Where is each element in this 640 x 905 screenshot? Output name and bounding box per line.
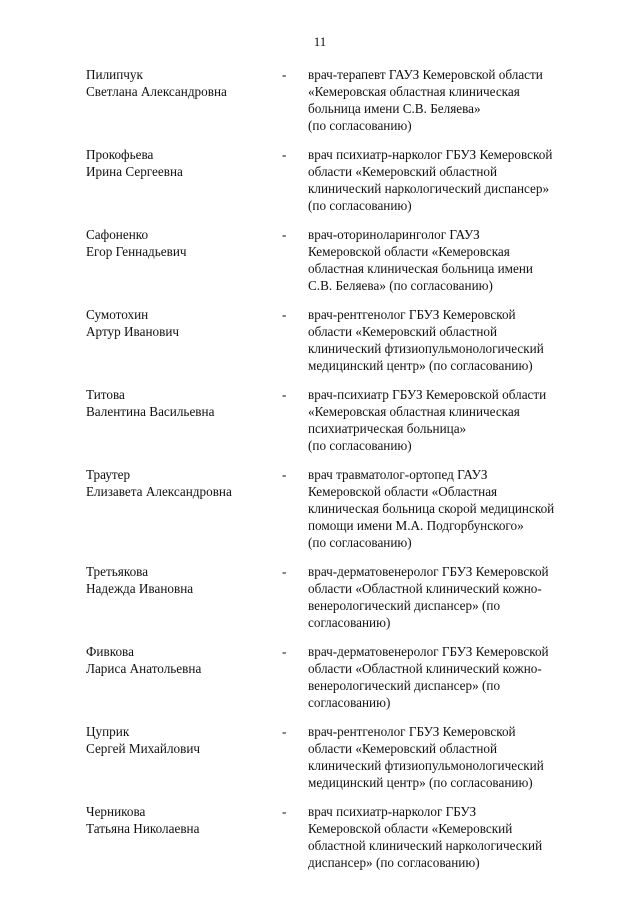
member-role	[308, 723, 600, 791]
role-line: венерологический диспансер» (по	[308, 678, 501, 693]
member-role	[308, 803, 600, 871]
member-role	[308, 66, 600, 134]
member-role	[308, 386, 600, 454]
member-name	[86, 643, 282, 711]
role-line: больница имени С.В. Беляева»	[308, 101, 481, 116]
member-name	[86, 66, 282, 134]
separator-dash: -	[282, 227, 287, 242]
member-entry	[86, 66, 606, 134]
separator-dash: -	[282, 467, 287, 482]
member-name	[86, 306, 282, 374]
member-given-names: Егор Геннадьевич	[86, 244, 187, 259]
member-name	[86, 723, 282, 791]
role-line: помощи имени М.А. Подгорбунского»	[308, 518, 524, 533]
member-surname: Черникова	[86, 804, 146, 819]
role-line: «Кемеровская областная клиническая	[308, 84, 520, 99]
role-line: области «Кемеровский областной	[308, 741, 498, 756]
role-line: С.В. Беляева» (по согласованию)	[308, 278, 493, 293]
separator-dash: -	[282, 387, 287, 402]
separator-dash: -	[282, 67, 287, 82]
member-name	[86, 226, 282, 294]
separator-dash: -	[282, 307, 287, 322]
member-entry	[86, 226, 606, 294]
role-line: области «Областной клинический кожно-	[308, 661, 542, 676]
page-number: 11	[313, 34, 327, 49]
member-entry	[86, 723, 606, 791]
member-surname: Третьякова	[86, 564, 149, 579]
role-line: врач-оториноларинголог ГАУЗ	[308, 227, 480, 242]
member-entry	[86, 466, 606, 551]
separator-dash: -	[282, 147, 287, 162]
role-line: диспансер» (по согласованию)	[308, 855, 480, 870]
role-line: врач-рентгенолог ГБУЗ Кемеровской	[308, 724, 516, 739]
member-given-names: Елизавета Александровна	[86, 484, 232, 499]
member-role	[308, 146, 600, 214]
role-line: врач психиатр-нарколог ГБУЗ Кемеровской	[308, 147, 553, 162]
member-entry	[86, 563, 606, 631]
separator-dash: -	[282, 804, 287, 819]
role-line: Кемеровской области «Кемеровская	[308, 244, 510, 259]
role-line: клинический наркологический диспансер»	[308, 181, 550, 196]
member-surname: Титова	[86, 387, 125, 402]
member-given-names: Артур Иванович	[86, 324, 180, 339]
role-line: областная клиническая больница имени	[308, 261, 533, 276]
member-role	[308, 306, 600, 374]
member-entry	[86, 643, 606, 711]
role-line: врач-дерматовенеролог ГБУЗ Кемеровской	[308, 644, 549, 659]
member-entry	[86, 803, 606, 871]
member-name	[86, 146, 282, 214]
role-line: «Кемеровская областная клиническая	[308, 404, 520, 419]
role-line: врач-рентгенолог ГБУЗ Кемеровской	[308, 307, 516, 322]
member-name	[86, 563, 282, 631]
role-line: врач-терапевт ГАУЗ Кемеровской области	[308, 67, 543, 82]
member-given-names: Лариса Анатольевна	[86, 661, 202, 676]
member-given-names: Валентина Васильевна	[86, 404, 215, 419]
member-surname: Траутер	[86, 467, 131, 482]
role-line: психиатрическая больница»	[308, 421, 467, 436]
member-name	[86, 466, 282, 551]
role-line: (по согласованию)	[308, 535, 412, 550]
member-given-names: Ирина Сергеевна	[86, 164, 183, 179]
role-line: области «Областной клинический кожно-	[308, 581, 542, 596]
member-name	[86, 386, 282, 454]
role-line: клинический фтизиопульмонологический	[308, 341, 544, 356]
separator-dash: -	[282, 644, 287, 659]
member-name	[86, 803, 282, 871]
role-line: медицинский центр» (по согласованию)	[308, 775, 533, 790]
member-entry	[86, 306, 606, 374]
role-line: согласованию)	[308, 695, 391, 710]
role-line: венерологический диспансер» (по	[308, 598, 501, 613]
role-line: области «Кемеровский областной	[308, 164, 498, 179]
role-line: области «Кемеровский областной	[308, 324, 498, 339]
role-line: областной клинический наркологический	[308, 838, 543, 853]
member-given-names: Светлана Александровна	[86, 84, 227, 99]
member-surname: Прокофьева	[86, 147, 154, 162]
role-line: врач-дерматовенеролог ГБУЗ Кемеровской	[308, 564, 549, 579]
role-line: врач травматолог-ортопед ГАУЗ	[308, 467, 488, 482]
separator-dash: -	[282, 564, 287, 579]
member-surname: Фивкова	[86, 644, 134, 659]
role-line: клиническая больница скорой медицинской	[308, 501, 555, 516]
member-given-names: Татьяна Николаевна	[86, 821, 200, 836]
member-role	[308, 226, 600, 294]
role-line: Кемеровской области «Кемеровский	[308, 821, 513, 836]
member-entry	[86, 146, 606, 214]
role-line: клинический фтизиопульмонологический	[308, 758, 544, 773]
member-entry	[86, 386, 606, 454]
member-role	[308, 563, 600, 631]
separator-dash: -	[282, 724, 287, 739]
role-line: врач-психиатр ГБУЗ Кемеровской области	[308, 387, 547, 402]
member-role	[308, 466, 600, 551]
member-surname: Сумотохин	[86, 307, 149, 322]
member-role	[308, 643, 600, 711]
member-given-names: Надежда Ивановна	[86, 581, 194, 596]
commission-member-list	[86, 66, 606, 883]
role-line: (по согласованию)	[308, 438, 412, 453]
role-line: Кемеровской области «Областная	[308, 484, 498, 499]
member-surname: Цуприк	[86, 724, 130, 739]
member-surname: Пилипчук	[86, 67, 143, 82]
member-surname: Сафоненко	[86, 227, 149, 242]
role-line: врач психиатр-нарколог ГБУЗ	[308, 804, 477, 819]
role-line: (по согласованию)	[308, 118, 412, 133]
role-line: медицинский центр» (по согласованию)	[308, 358, 533, 373]
member-given-names: Сергей Михайлович	[86, 741, 201, 756]
role-line: (по согласованию)	[308, 198, 412, 213]
role-line: согласованию)	[308, 615, 391, 630]
